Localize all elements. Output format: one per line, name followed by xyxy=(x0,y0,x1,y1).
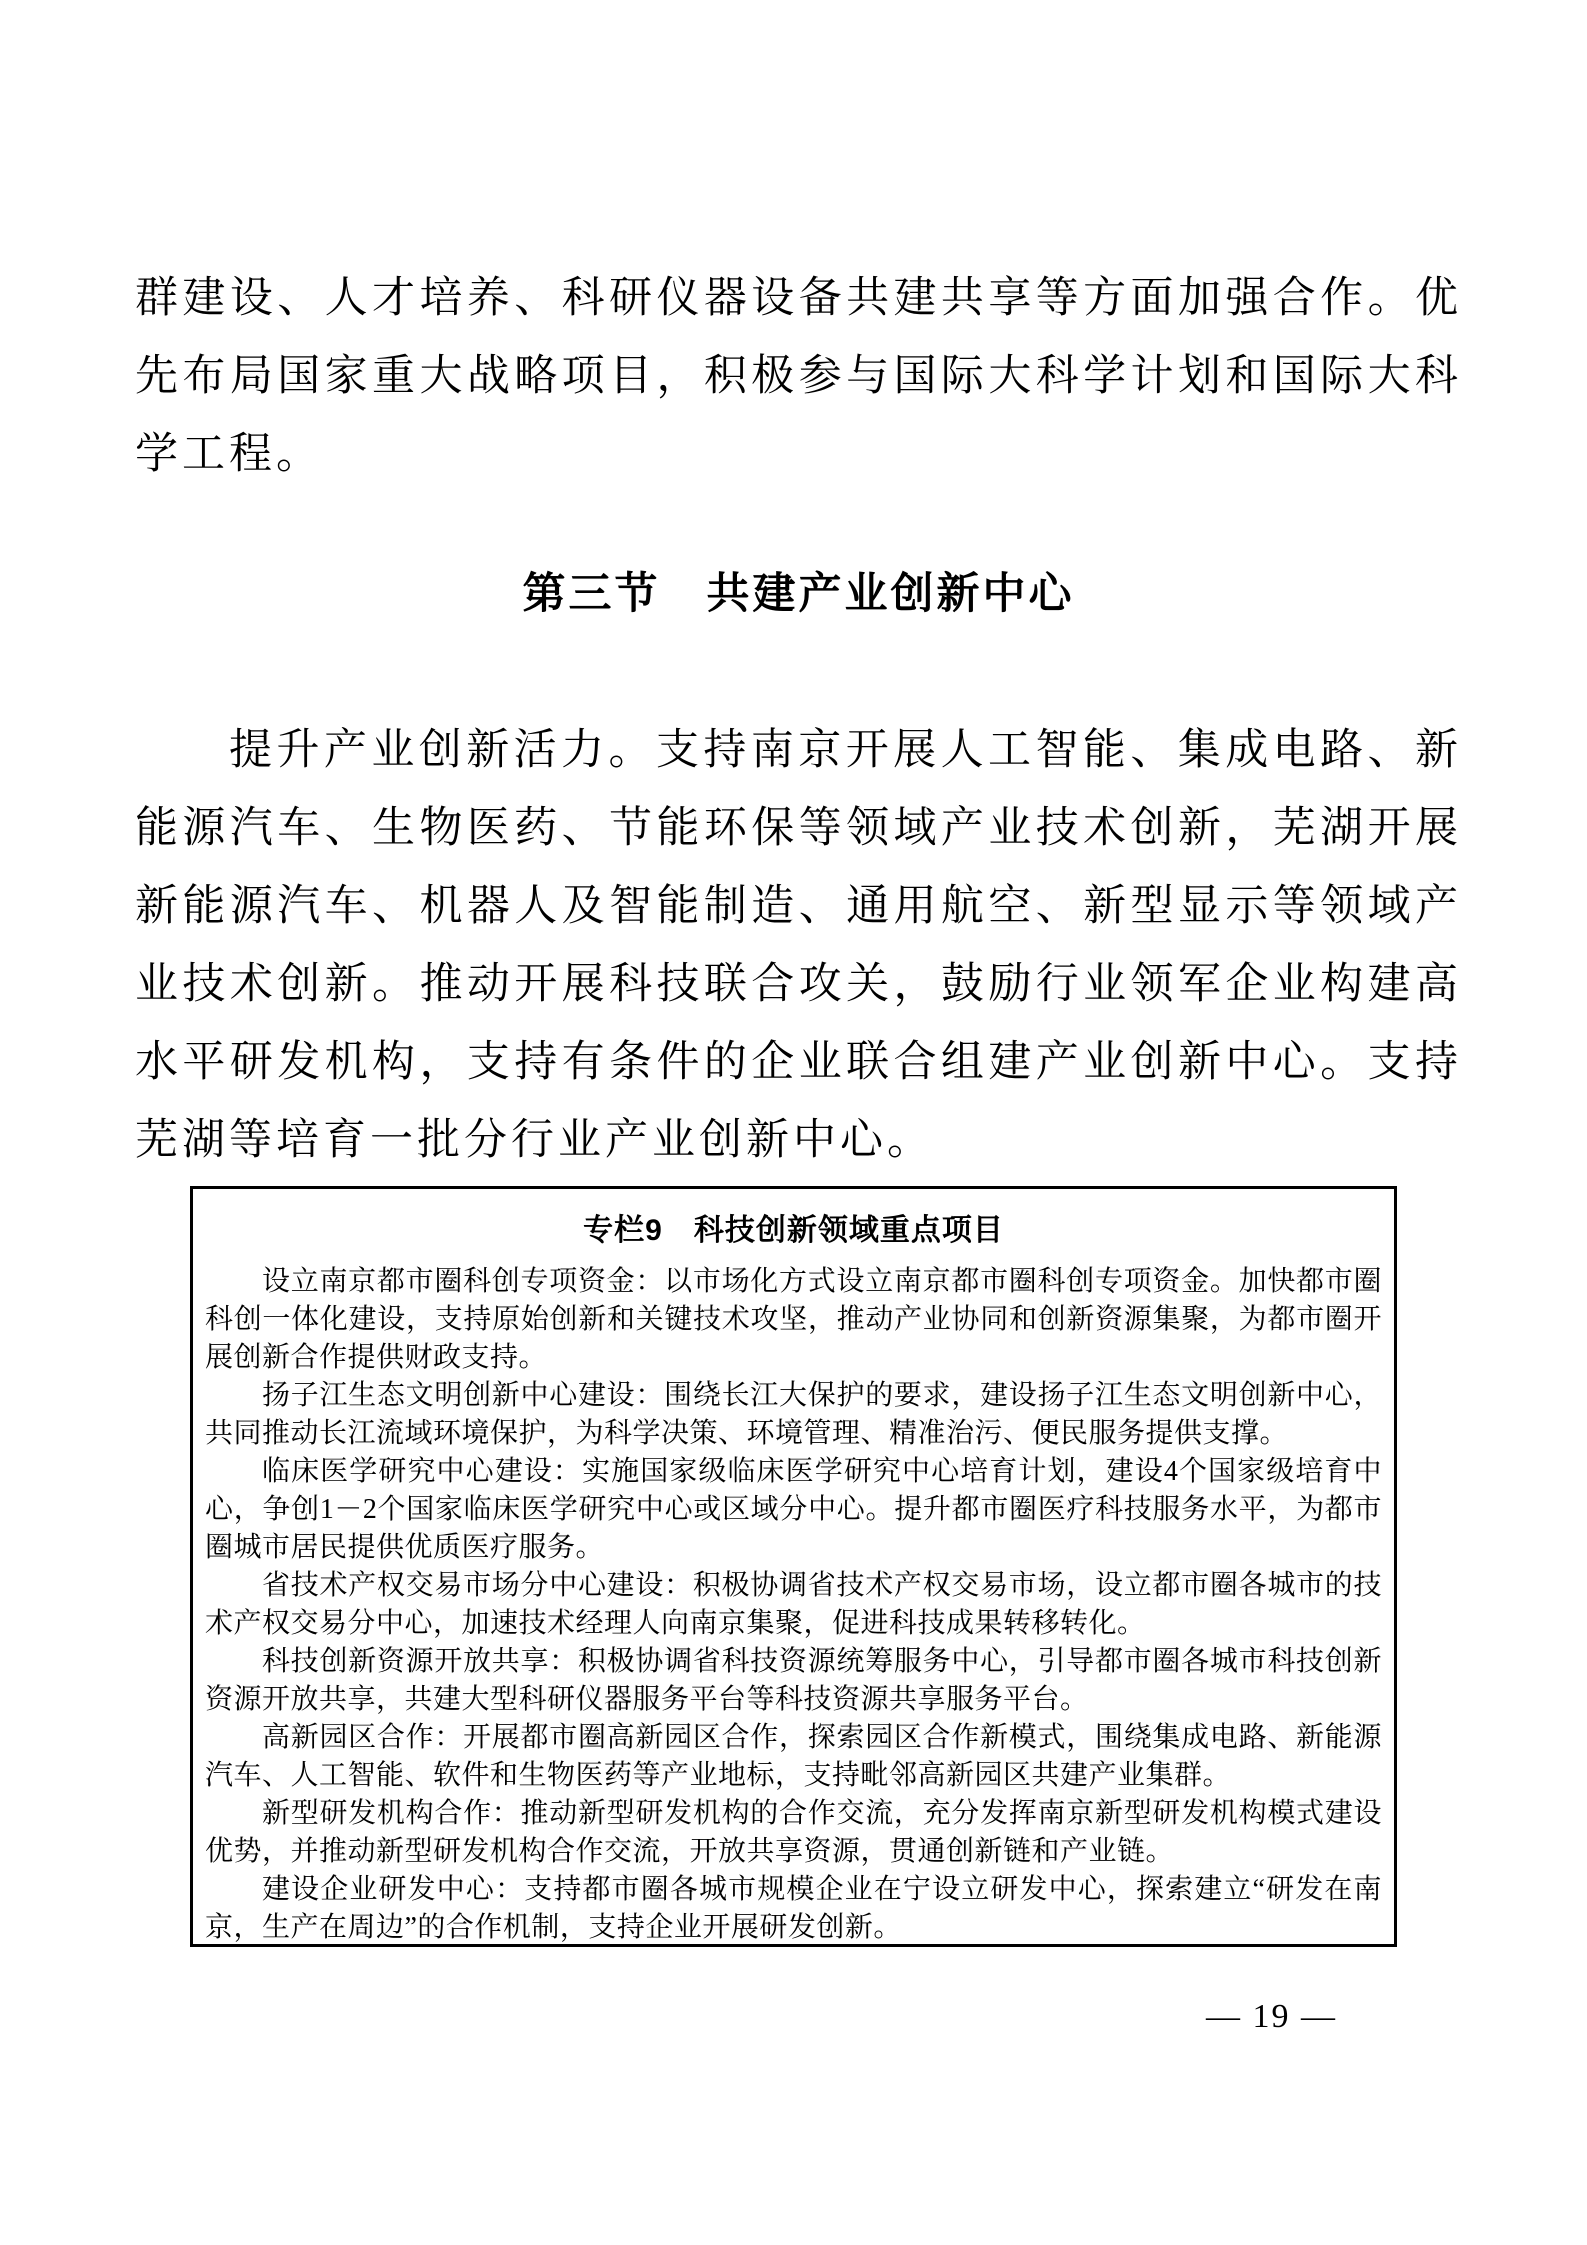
box-paragraph-resource-sharing: 科技创新资源开放共享：积极协调省科技资源统筹服务中心，引导都市圈各城市科技创新资源开放共享，共建大型科研仪器服务平台等科技资源共享服务平台。 xyxy=(205,1646,1382,1715)
paragraph-industry-innovation: 提升产业创新活力。支持南京开展人工智能、集成电路、新能源汽车、生物医药、节能环保等领域产业技术创新，芜湖开展新能源汽车、机器人及智能制造、通用航空、新型显示等领域产业技术创新。推动开展科技联合攻关，鼓励行业领军企业构建高水平研发机构，支持有条件的企业联合组建产业创新中心。支持芜湖等培育一批分行业产业创新中心。 xyxy=(135,727,1462,1164)
column-box-title: 专栏9 科技创新领域重点项目 xyxy=(583,1214,1004,1247)
column-9-box xyxy=(190,1186,1397,1947)
page-number: — 19 — xyxy=(1206,1998,1337,2035)
section-heading: 第三节 共建产业创新中心 xyxy=(522,571,1075,618)
box-paragraph-enterprise-rd-center: 建设企业研发中心：支持都市圈各城市规模企业在宁设立研发中心，探索建立“研发在南京，生产在周边”的合作机制，支持企业开展研发创新。 xyxy=(205,1874,1382,1943)
paragraph-continued: 群建设、人才培养、科研仪器设备共建共享等方面加强合作。优先布局国家重大战略项目，积极参与国际大科学计划和国际大科学工程。 xyxy=(135,275,1462,478)
box-paragraph-hightech-park: 高新园区合作：开展都市圈高新园区合作，探索园区合作新模式，围绕集成电路、新能源汽车、人工智能、软件和生物医药等产业地标，支持毗邻高新园区共建产业集群。 xyxy=(205,1722,1382,1791)
box-paragraph-new-rd-institutions: 新型研发机构合作：推动新型研发机构的合作交流，充分发挥南京新型研发机构模式建设优势，并推动新型研发机构合作交流，开放共享资源，贯通创新链和产业链。 xyxy=(205,1798,1382,1867)
box-paragraph-special-fund: 设立南京都市圈科创专项资金：以市场化方式设立南京都市圈科创专项资金。加快都市圈科创一体化建设，支持原始创新和关键技术攻坚，推动产业协同和创新资源集聚，为都市圈开展创新合作提供财政支持。 xyxy=(205,1266,1382,1373)
box-paragraph-tech-property-exchange: 省技术产权交易市场分中心建设：积极协调省技术产权交易市场，设立都市圈各城市的技术产权交易分中心，加速技术经理人向南京集聚，促进科技成果转移转化。 xyxy=(205,1570,1382,1639)
box-paragraph-yangzijiang-center: 扬子江生态文明创新中心建设：围绕长江大保护的要求，建设扬子江生态文明创新中心，共同推动长江流域环境保护，为科学决策、环境管理、精准治污、便民服务提供支撑。 xyxy=(205,1380,1382,1449)
box-paragraph-clinical-medicine: 临床医学研究中心建设：实施国家级临床医学研究中心培育计划，建设4个国家级培育中心，争创1－2个国家临床医学研究中心或区域分中心。提升都市圈医疗科技服务水平，为都市圈城市居民提供优质医疗服务。 xyxy=(205,1456,1382,1563)
